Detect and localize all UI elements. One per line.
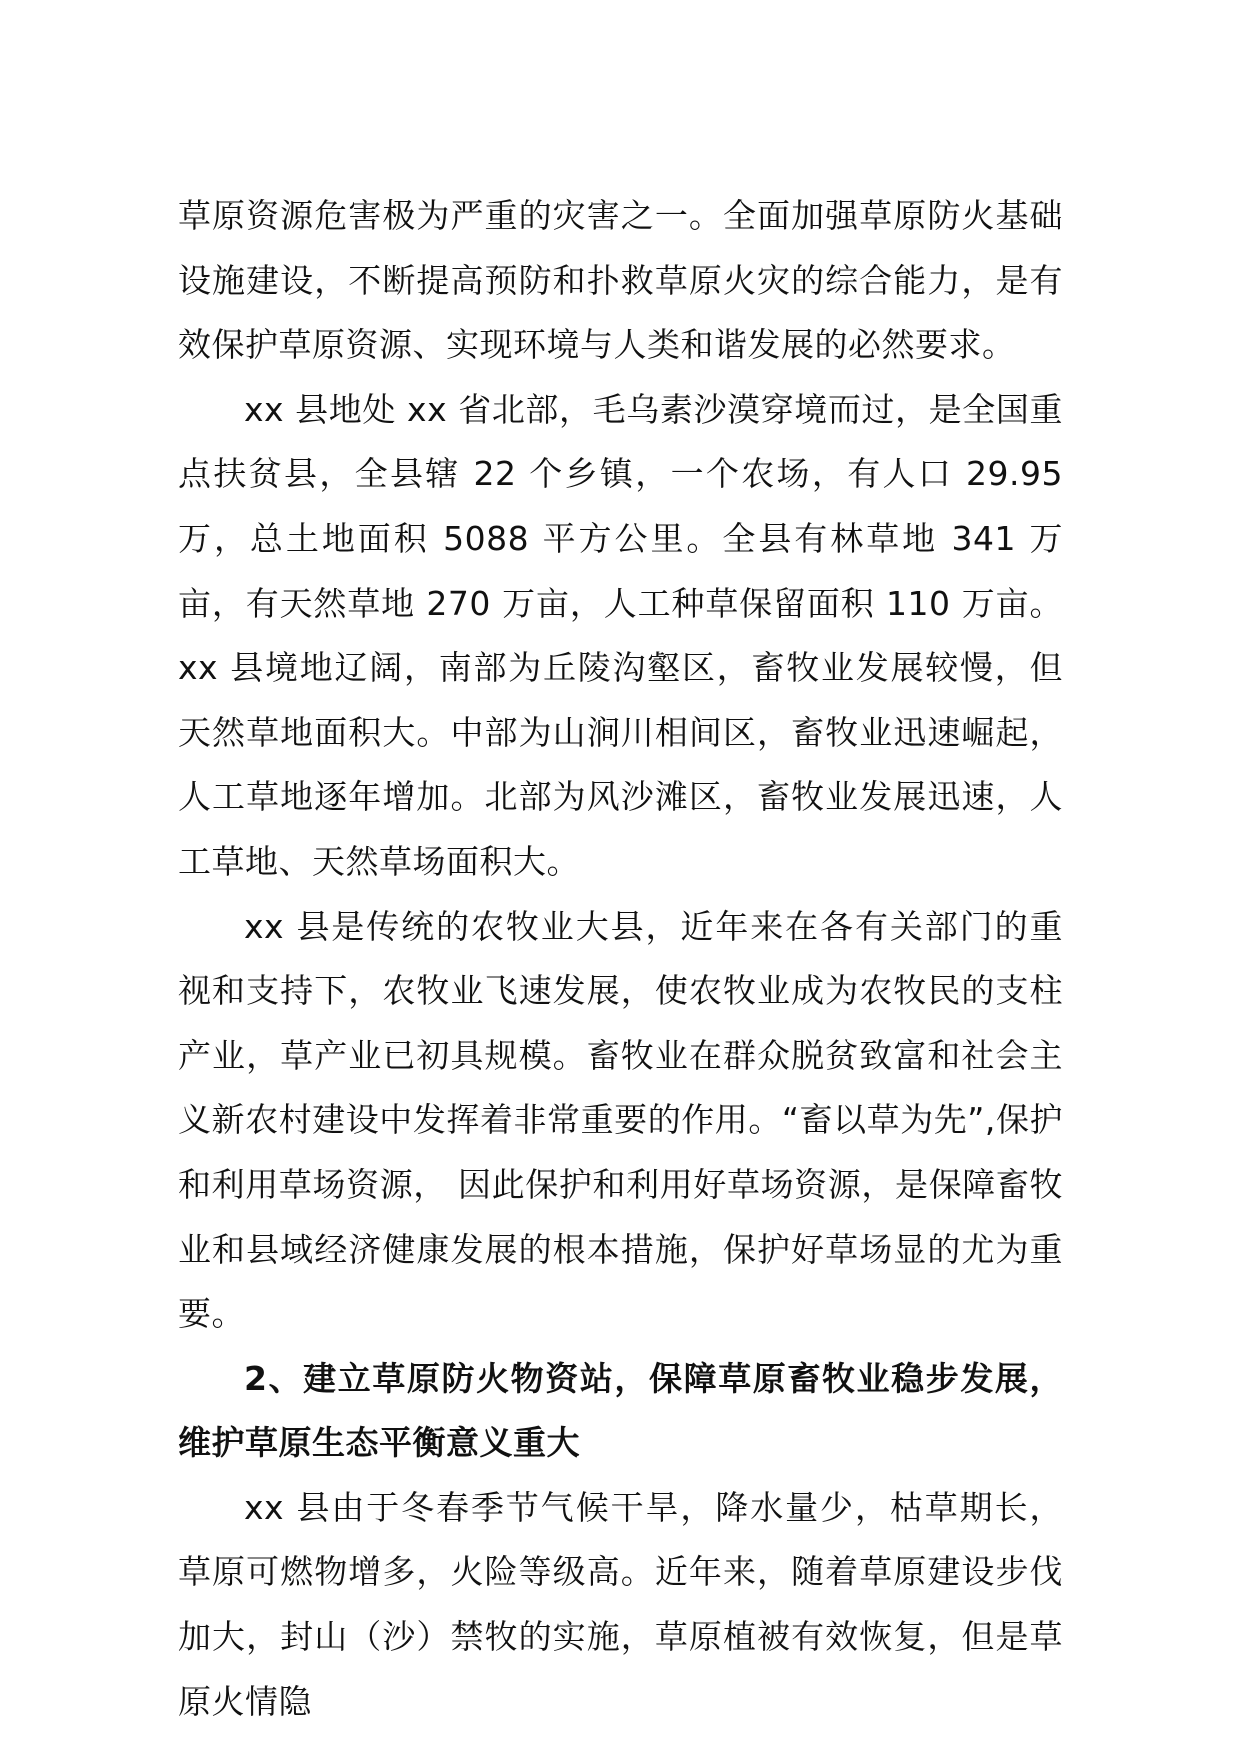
- paragraph-county-overview: xx 县地处 xx 省北部，毛乌素沙漠穿境而过，是全国重点扶贫县，全县辖 22 个乡镇，一个农场，有人口 29.95 万，总土地面积 5088 平方公里。全县有林草地 341 万亩，有天然草地 270 万亩，人工种草保留面积 110 万亩。xx 县境地辽阔，南部为丘陵沟壑区，畜牧业发展较慢，但天然草地面积大。中部为山涧川相间区，畜牧业迅速崛起，人工草地逐年增加。北部为风沙滩区，畜牧业发展迅速，人工草地、天然草场面积大。: [178, 389, 1063, 881]
- section-heading: 2、建立草原防火物资站，保障草原畜牧业稳步发展，维护草原生态平衡意义重大: [178, 1358, 1063, 1463]
- paragraph-climate: xx 县由于冬春季节气候干旱，降水量少，枯草期长，草原可燃物增多，火险等级高。近年来，随着草原建设步伐加大，封山（沙）禁牧的实施，草原植被有效恢复，但是草原火情隐: [178, 1487, 1063, 1721]
- document-page: [178, 184, 1063, 1734]
- paragraph-agriculture: xx 县是传统的农牧业大县，近年来在各有关部门的重视和支持下，农牧业飞速发展，使农牧业成为农牧民的支柱产业，草产业已初具规模。畜牧业在群众脱贫致富和社会主义新农村建设中发挥着非常重要的作用。“畜以草为先”,保护和利用草场资源， 因此保护和利用好草场资源，是保障畜牧业和县域经济健康发展的根本措施，保护好草场显的尤为重要。: [178, 906, 1063, 1334]
- paragraph-fire-hazard: 草原资源危害极为严重的灾害之一。全面加强草原防火基础设施建设，不断提高预防和扑救草原火灾的综合能力，是有效保护草原资源、实现环境与人类和谐发展的必然要求。: [178, 196, 1063, 365]
